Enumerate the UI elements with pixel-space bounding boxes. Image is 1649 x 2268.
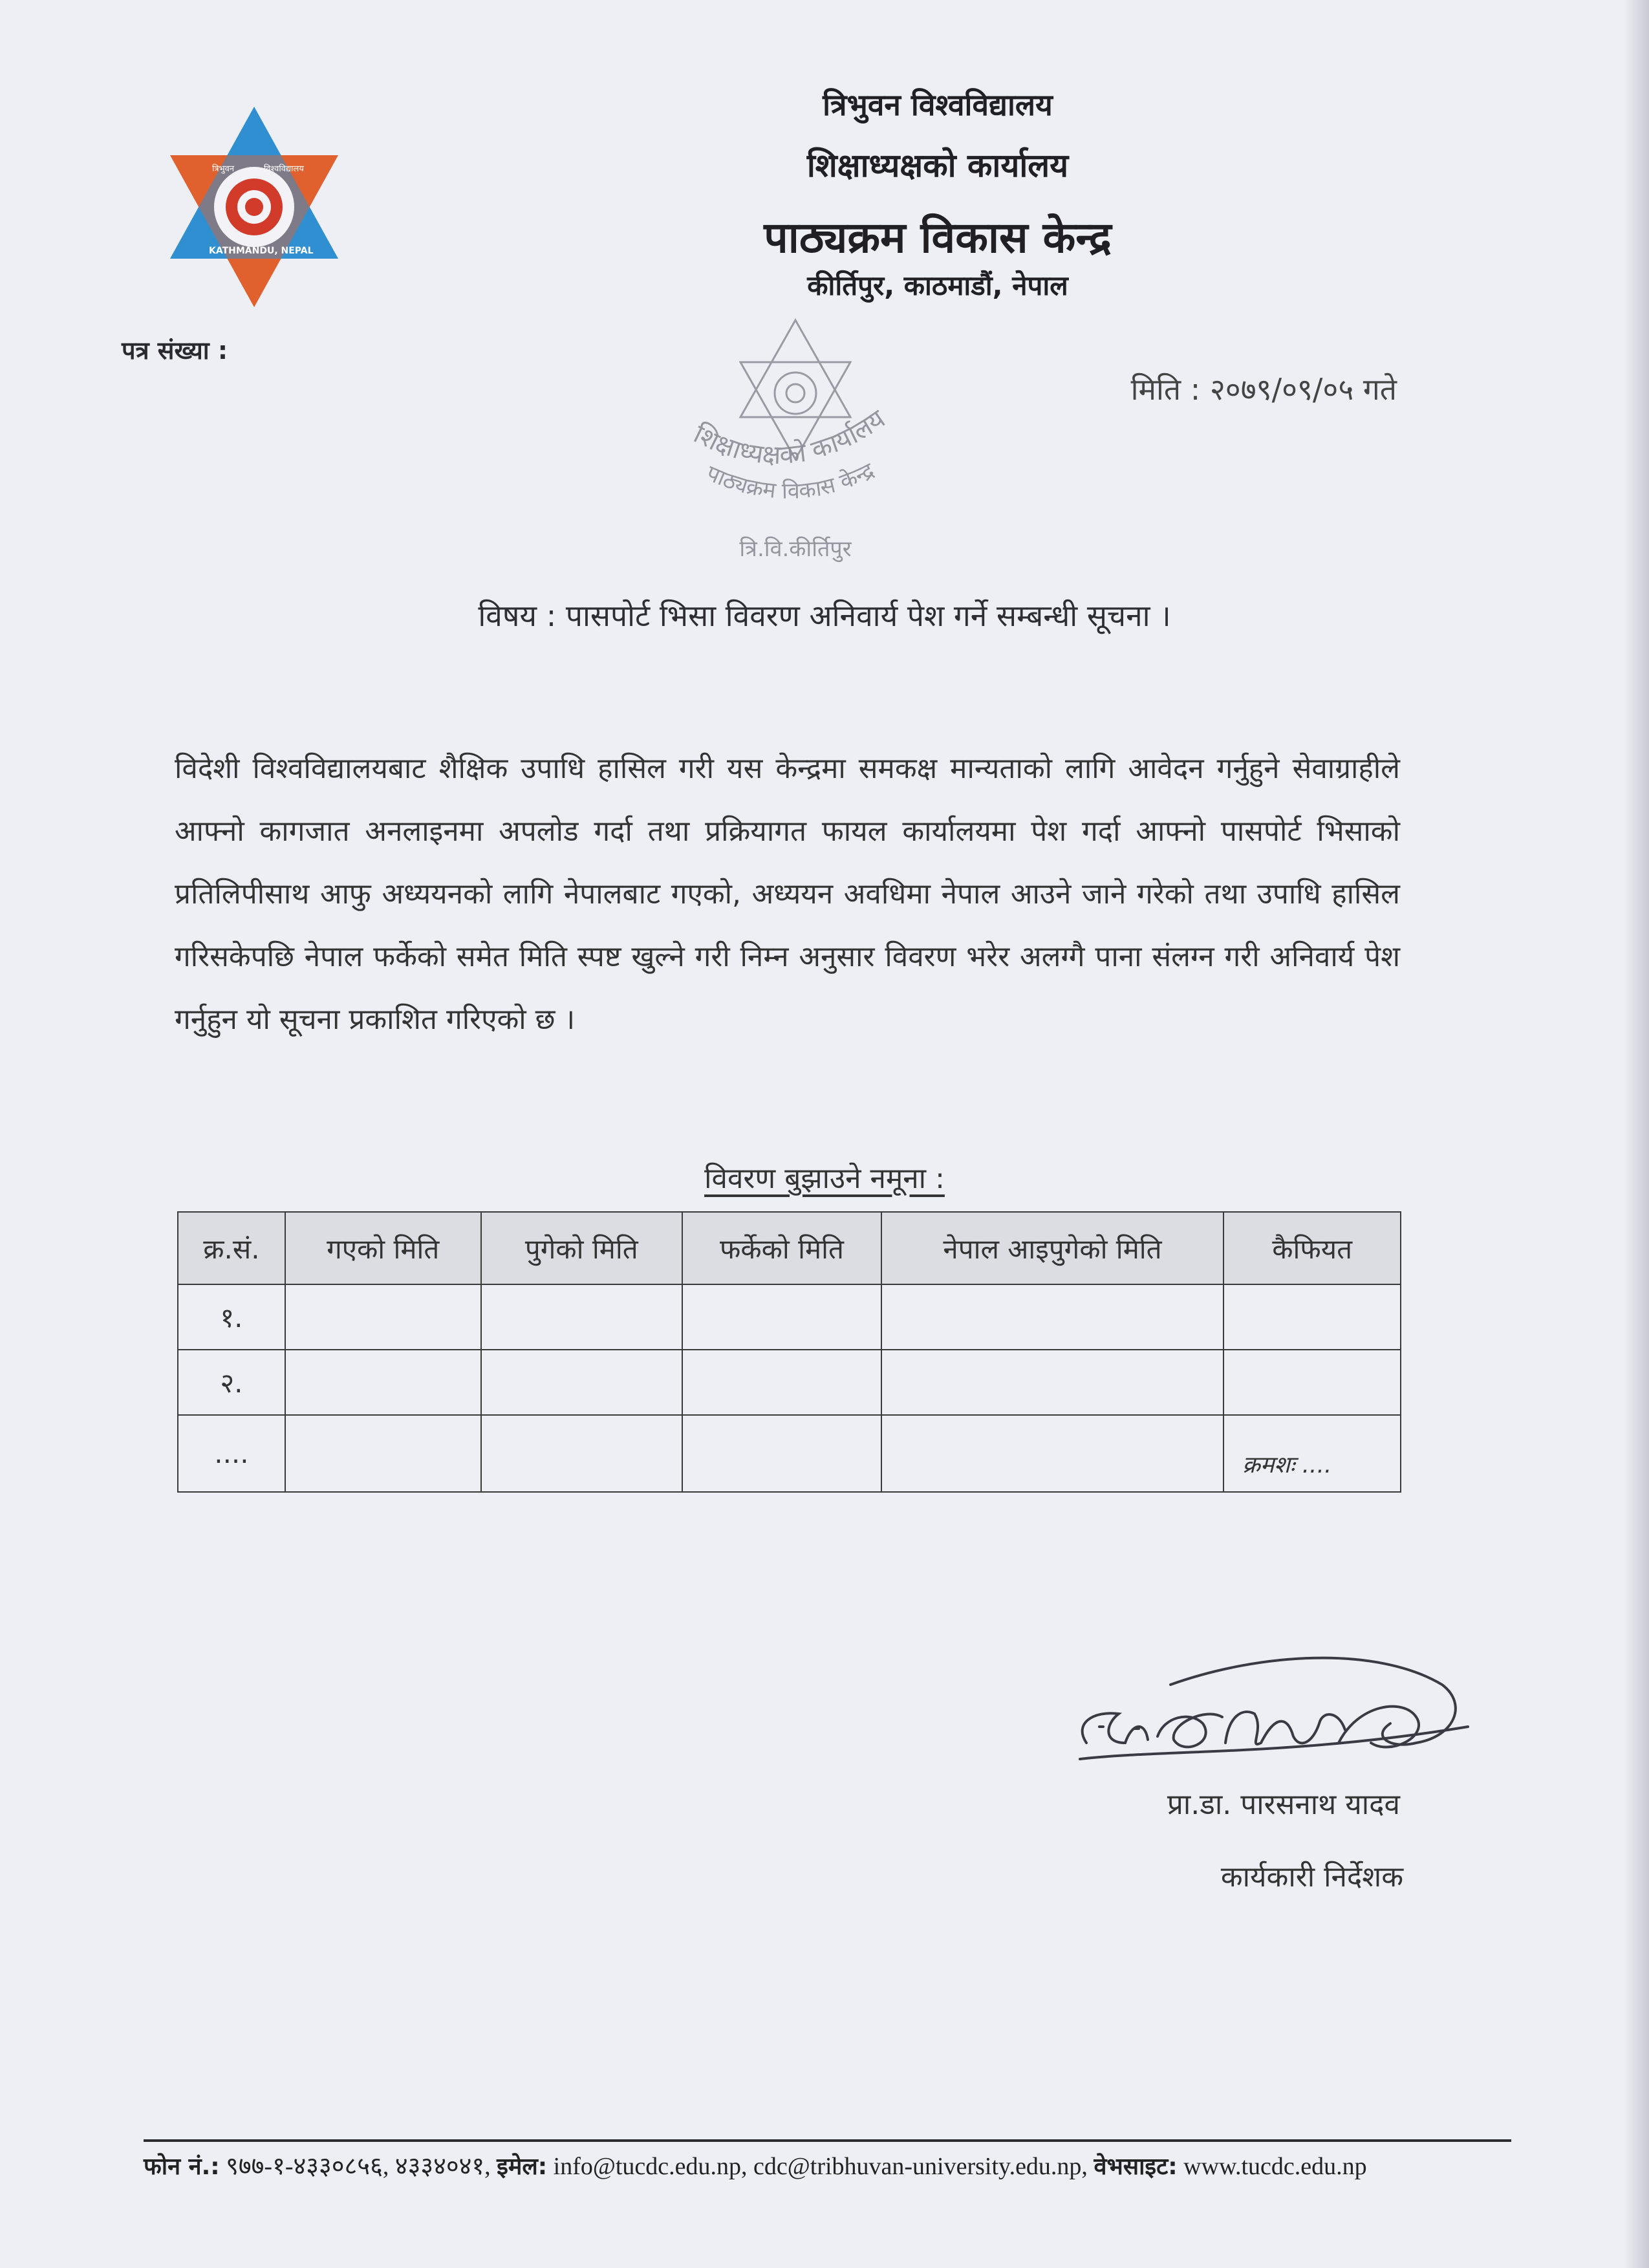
letter-number-label: पत्र संख्या : <box>122 336 228 365</box>
university-name: त्रिभुवन विश्वविद्यालय <box>823 87 1053 122</box>
page-edge <box>1623 0 1649 2268</box>
table-cell <box>881 1284 1223 1350</box>
table-cell <box>682 1284 881 1350</box>
table-cell <box>881 1415 1223 1492</box>
table-cell <box>481 1350 683 1415</box>
column-header: नेपाल आइपुगेको मिति <box>881 1212 1223 1284</box>
table-cell <box>481 1415 683 1492</box>
signatory-title: कार्यकारी निर्देशक <box>1220 1861 1403 1894</box>
svg-text:KATHMANDU, NEPAL: KATHMANDU, NEPAL <box>209 246 314 256</box>
svg-text:त्रि.वि.कीर्तिपुर: त्रि.वि.कीर्तिपुर <box>739 536 852 562</box>
svg-text:शिक्षाध्यक्षको कार्यालय: शिक्षाध्यक्षको कार्यालय <box>689 404 891 471</box>
serial-cell: २. <box>178 1350 285 1415</box>
remarks-cell <box>1223 1350 1401 1415</box>
table-cell <box>682 1350 881 1415</box>
email-label: इमेल: <box>497 2154 548 2180</box>
serial-cell: .... <box>178 1415 285 1492</box>
table-cell <box>881 1350 1223 1415</box>
website: www.tucdc.edu.np <box>1183 2153 1367 2180</box>
table-row <box>178 1415 1401 1492</box>
table-cell <box>285 1350 481 1415</box>
date: मिति : २०७९/०९/०५ गते <box>1130 372 1397 407</box>
notice-body: विदेशी विश्वविद्यालयबाट शैक्षिक उपाधि हासिल गरी यस केन्द्रमा समकक्ष मान्यताको लागि आवेदन गर्नुहुने सेवाग्राहीले आफ्नो कागजात अनलाइनमा अपलोड गर्दा तथा प्रक्रियागत फायल कार्यालयमा पेश गर्दा आफ्नो पासपोर्ट भिसाको प्रतिलिपीसाथ आफु अध्ययनको लागि नेपालबाट गएको, अध्ययन अवधिमा नेपाल आउने जाने गरेको तथा उपाधि हासिल गरिसकेपछि नेपाल फर्केको समेत मिति स्पष्ट खुल्ने गरी निम्न अनुसार विवरण भरेर अलग्गै पाना संलग्न गरी अनिवार्य पेश गर्नुहुन यो सूचना प्रकाशित गरिएको छ । <box>175 752 1400 1036</box>
column-header: कैफियत <box>1223 1212 1401 1284</box>
table-caption: विवरण बुझाउने नमूना : <box>704 1162 945 1195</box>
remarks-cell: क्रमशः .... <box>1223 1415 1401 1492</box>
email-addresses: info@tucdc.edu.np, cdc@tribhuvan-university.edu.np, <box>553 2153 1088 2180</box>
table-cell <box>285 1415 481 1492</box>
subject: विषय : पासपोर्ट भिसा विवरण अनिवार्य पेश गर्ने सम्बन्धी सूचना । <box>478 598 1171 633</box>
sample-table <box>177 1211 1401 1493</box>
table-header-row <box>178 1212 1401 1284</box>
svg-text:पाठ्यक्रम विकास केन्द्र: पाठ्यक्रम विकास केन्द्र <box>702 457 879 504</box>
centre-name: पाठ्यक्रम विकास केन्द्र <box>764 213 1112 263</box>
signatory-name: प्रा.डा. पारसनाथ यादव <box>1167 1788 1400 1821</box>
column-header: पुगेको मिति <box>481 1212 683 1284</box>
svg-text:त्रिभुवन: त्रिभुवन <box>212 164 235 174</box>
table-row <box>178 1284 1401 1350</box>
phone-numbers: ९७७-१-४३३०८५६, ४३३४०४१, <box>226 2153 491 2180</box>
footer-contact <box>144 2148 1511 2182</box>
table-cell <box>481 1284 683 1350</box>
office-name: शिक्षाध्यक्षको कार्यालय <box>806 147 1069 184</box>
office-stamp <box>666 317 925 576</box>
footer-divider <box>144 2139 1511 2142</box>
column-header: गएको मिति <box>285 1212 481 1284</box>
signature <box>1067 1646 1487 1788</box>
phone-label: फोन नं.: <box>144 2154 220 2180</box>
address: कीर्तिपुर, काठमाडौं, नेपाल <box>807 270 1068 301</box>
serial-cell: १. <box>178 1284 285 1350</box>
table-row <box>178 1350 1401 1415</box>
table-cell <box>682 1415 881 1492</box>
website-label: वेभसाइट: <box>1094 2154 1178 2180</box>
column-header: फर्केको मिति <box>682 1212 881 1284</box>
remarks-cell <box>1223 1284 1401 1350</box>
column-header: क्र.सं. <box>178 1212 285 1284</box>
svg-text:विश्वविद्यालय: विश्वविद्यालय <box>264 164 304 174</box>
table-cell <box>285 1284 481 1350</box>
